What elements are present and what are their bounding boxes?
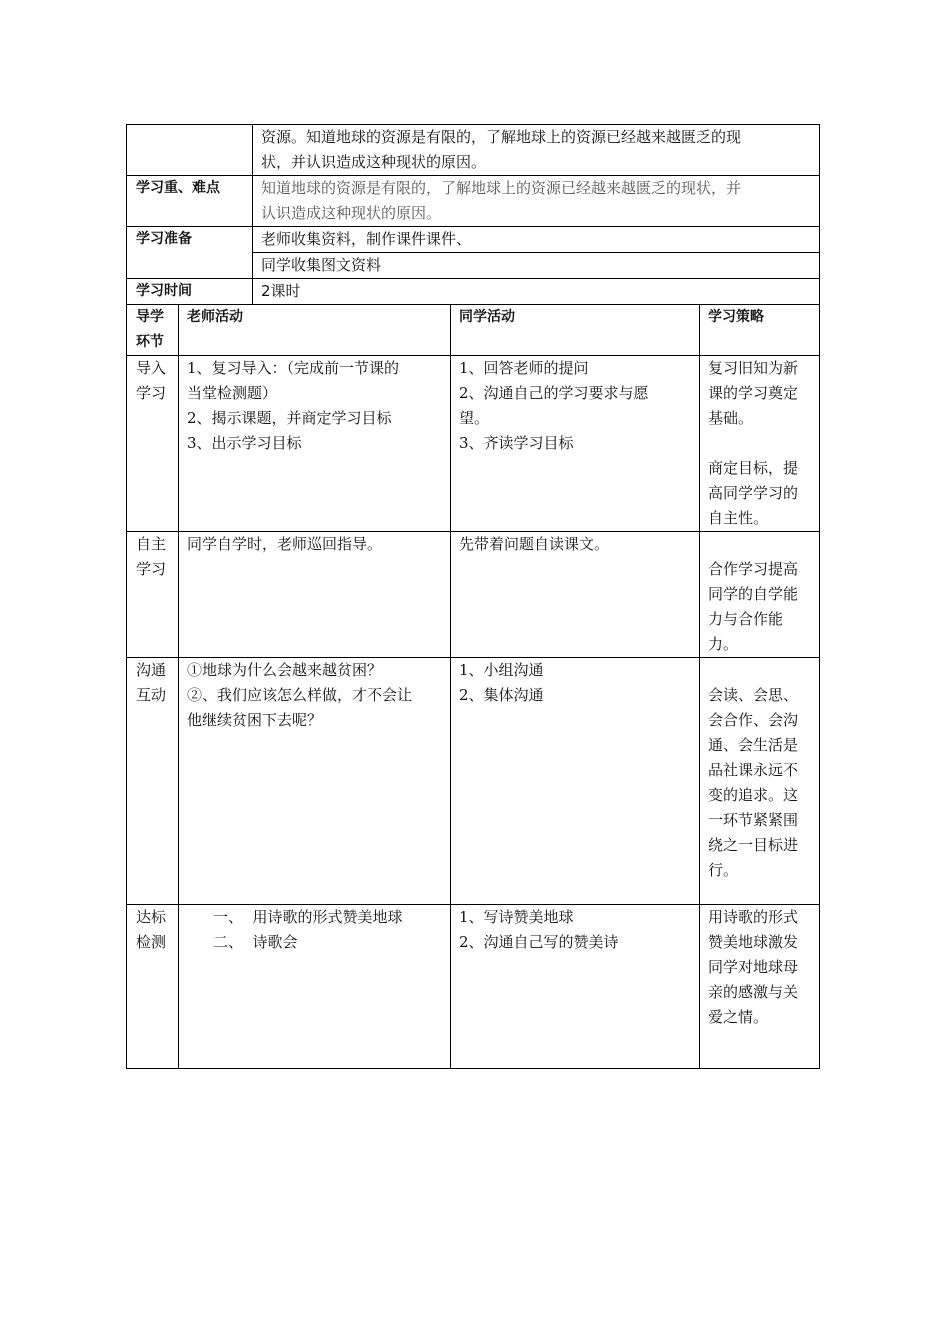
text-line: 状，并认识造成这种现状的原因。 xyxy=(261,153,487,171)
text-line: 同学的自学能 xyxy=(708,585,799,603)
text-line: 爱之情。 xyxy=(708,1008,769,1026)
row-resources-continued xyxy=(127,125,820,176)
section-line: 沟通 xyxy=(136,661,167,679)
student-cell xyxy=(451,905,700,1069)
teacher-cell xyxy=(179,658,451,905)
section-cell xyxy=(127,905,179,1069)
text-line: 绕之一目标进 xyxy=(708,836,799,854)
header-line: 环节 xyxy=(136,334,164,350)
text-line: 3、齐读学习目标 xyxy=(459,434,574,452)
table-row xyxy=(127,905,820,1069)
text-line: 会合作、会沟 xyxy=(708,711,799,729)
header-section xyxy=(127,305,179,356)
text-line: ①地球为什么会越来越贫困？ xyxy=(187,661,383,679)
empty-label-cell xyxy=(127,125,253,176)
time-label: 学习时间 xyxy=(127,279,253,305)
strategy-cell xyxy=(700,356,820,532)
text-line: 课的学习奠定 xyxy=(708,384,799,402)
text-line: 2、沟通自己写的赞美诗 xyxy=(459,933,619,951)
table-row xyxy=(127,356,820,532)
text-line: 力与合作能 xyxy=(708,610,784,628)
teacher-cell xyxy=(179,905,451,1069)
text-line: 同学自学时，老师巡回指导。 xyxy=(187,535,383,553)
text-line: 行。 xyxy=(708,861,739,879)
key-points-text-cell xyxy=(253,176,820,227)
header-line: 导学 xyxy=(136,309,164,325)
section-cell xyxy=(127,532,179,658)
text-line: 资源。知道地球的资源是有限的，了解地球上的资源已经越来越匮乏的现 xyxy=(261,128,742,146)
preparation-student: 同学收集图文资料 xyxy=(253,253,820,279)
strategy-cell xyxy=(700,905,820,1069)
student-cell xyxy=(451,356,700,532)
text-line: 他继续贫困下去呢？ xyxy=(187,711,323,729)
section-line: 达标 xyxy=(136,908,167,926)
text-line: 通、会生活是 xyxy=(708,736,799,754)
time-value: 2课时 xyxy=(253,279,820,305)
header-strategy: 学习策略 xyxy=(700,305,820,356)
section-line: 互动 xyxy=(136,686,167,704)
text-line: 赞美地球激发 xyxy=(708,933,799,951)
text-line: ②、我们应该怎么样做，才不会让 xyxy=(187,686,413,704)
text-line: 1、小组沟通 xyxy=(459,661,544,679)
text-line: 望。 xyxy=(459,409,490,427)
text-line: 1、回答老师的提问 xyxy=(459,359,589,377)
row-time xyxy=(127,279,820,305)
text-line: 会读、会思、 xyxy=(708,686,799,704)
section-cell xyxy=(127,658,179,905)
text-line: 同学对地球母 xyxy=(708,958,799,976)
text-line: 基础。 xyxy=(708,409,754,427)
text-line: 自主性。 xyxy=(708,509,769,527)
spacer xyxy=(708,658,811,683)
text-line: 先带着问题自读课文。 xyxy=(459,535,610,553)
section-line: 学习 xyxy=(136,384,167,402)
row-preparation-1 xyxy=(127,227,820,253)
text-line: 亲的感激与关 xyxy=(708,983,799,1001)
text-line: 一、 用诗歌的形式赞美地球 xyxy=(213,908,403,926)
strategy-cell xyxy=(700,532,820,658)
section-line: 自主 xyxy=(136,535,167,553)
teacher-cell xyxy=(179,532,451,658)
header-student: 同学活动 xyxy=(451,305,700,356)
text-line: 2、揭示课题，并商定学习目标 xyxy=(187,409,392,427)
resources-text-cell xyxy=(253,125,820,176)
text-line: 商定目标，提 xyxy=(708,459,799,477)
section-line: 检测 xyxy=(136,933,167,951)
section-cell xyxy=(127,356,179,532)
student-cell xyxy=(451,532,700,658)
row-key-points xyxy=(127,176,820,227)
strategy-cell xyxy=(700,658,820,905)
key-points-label: 学习重、难点 xyxy=(127,176,253,227)
text-line: 力。 xyxy=(708,635,739,653)
text-line: 一环节紧紧围 xyxy=(708,811,799,829)
table-row xyxy=(127,532,820,658)
section-line: 导入 xyxy=(136,359,167,377)
text-line: 高同学学习的 xyxy=(708,484,799,502)
student-cell xyxy=(451,658,700,905)
lesson-plan-table xyxy=(126,124,820,1069)
text-line: 1、复习导入：（完成前一节课的 xyxy=(187,359,400,377)
section-line: 学习 xyxy=(136,560,167,578)
preparation-label: 学习准备 xyxy=(127,227,253,279)
text-line: 复习旧知为新 xyxy=(708,359,799,377)
text-line: 合作学习提高 xyxy=(708,560,799,578)
teacher-cell xyxy=(179,356,451,532)
text-line: 1、写诗赞美地球 xyxy=(459,908,574,926)
text-line: 二、 诗歌会 xyxy=(213,933,298,951)
spacer xyxy=(708,532,811,557)
preparation-teacher: 老师收集资料，制作课件课件、 xyxy=(253,227,820,253)
text-line: 当堂检测题） xyxy=(187,384,278,402)
text-line: 知道地球的资源是有限的，了解地球上的资源已经越来越匮乏的现状，并 xyxy=(261,179,742,197)
text-line: 认识造成这种现状的原因。 xyxy=(261,204,442,222)
text-line: 2、沟通自己的学习要求与愿 xyxy=(459,384,649,402)
column-header-row xyxy=(127,305,820,356)
text-line: 变的追求。这 xyxy=(708,786,799,804)
spacer xyxy=(708,431,811,456)
text-line: 品社课永远不 xyxy=(708,761,799,779)
text-line: 3、出示学习目标 xyxy=(187,434,302,452)
header-teacher: 老师活动 xyxy=(179,305,451,356)
table-row xyxy=(127,658,820,905)
text-line: 2、集体沟通 xyxy=(459,686,544,704)
text-line: 用诗歌的形式 xyxy=(708,908,799,926)
